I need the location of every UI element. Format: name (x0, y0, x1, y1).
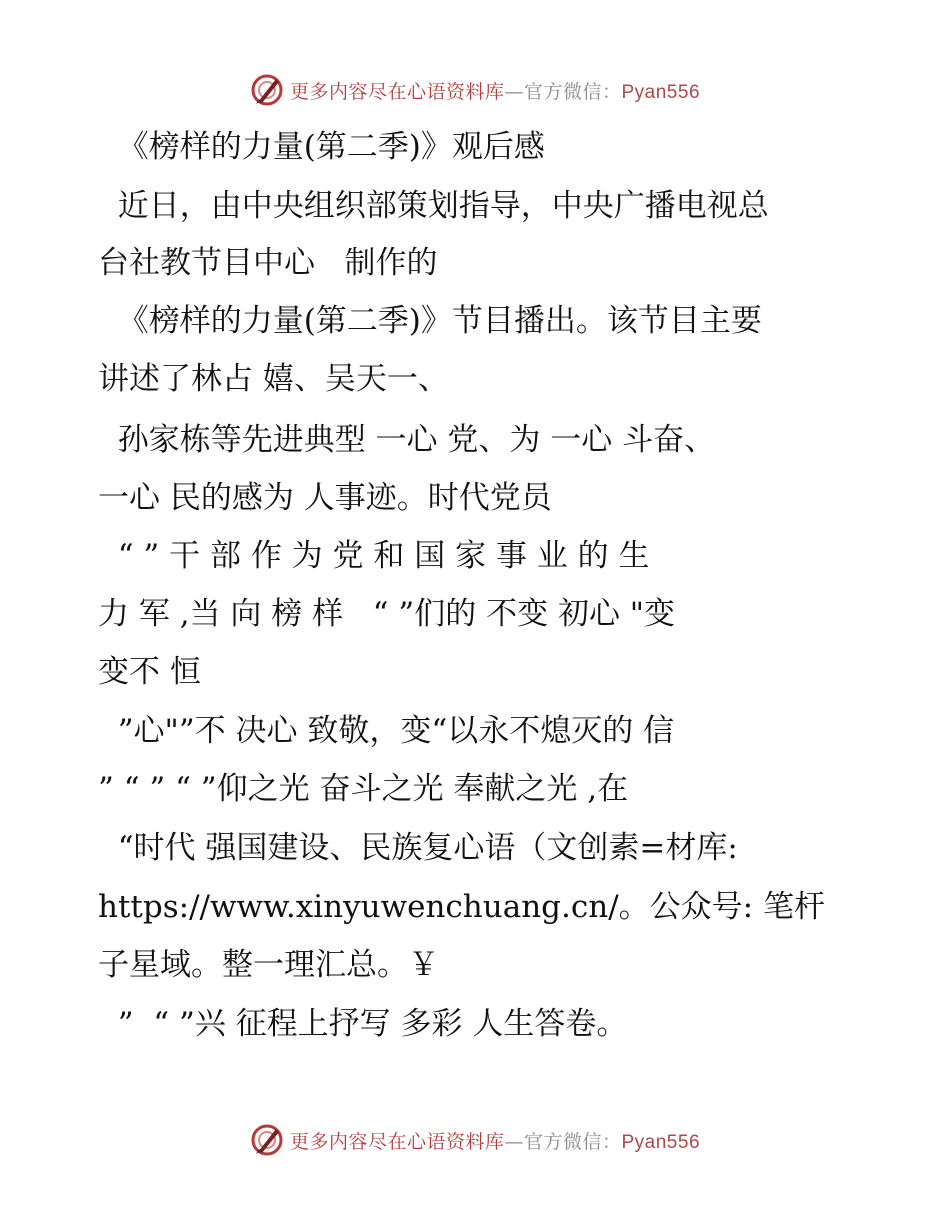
text-line: ” “ ”兴 征程上抒写 多彩 人生答卷。 (98, 1006, 628, 1042)
watermark-text (290, 1127, 700, 1154)
text-line: https://www.xinyuwenchuang.cn/。公众号: 笔杆 (98, 889, 825, 925)
text-line: 孙家栋等先进典型 一心 党、为 一心 斗奋、 (98, 422, 716, 458)
document-title: 《榜样的力量(第二季)》观后感 (98, 129, 545, 165)
watermark-wechat-label: 官方微信： (523, 80, 622, 103)
text-line: 子星域。整一理汇总。￥ (98, 947, 439, 983)
watermark-site: 更多内容尽在心语资料库 (289, 1130, 505, 1153)
watermark-separator: — (504, 80, 524, 103)
watermark-site: 更多内容尽在心语资料库 (289, 80, 505, 103)
quill-pen-icon (250, 1123, 284, 1157)
text-line: 台社教节目中心 制作的 (98, 245, 438, 281)
watermark-wechat-id: Pyan556 (621, 1131, 701, 1153)
watermark-wechat-label: 官方微信： (523, 1130, 622, 1153)
text-line: ” “ ” “ ”仰之光 奋斗之光 奉献之光 ,在 (98, 771, 629, 807)
watermark-wechat-id: Pyan556 (621, 81, 701, 103)
text-line: 力 军 ,当 向 榜 样 “ ”们的 不变 初心 "变 (98, 596, 676, 632)
watermark-separator: — (504, 1130, 524, 1153)
text-line: ”心"”不 决心 致敬，变“以永不熄灭的 信 (98, 713, 675, 749)
text-line: 近日，由中央组织部策划指导，中央广播电视总 (98, 188, 769, 224)
text-line: 变不 恒 (98, 654, 201, 690)
text-line: 《榜样的力量(第二季)》节目播出。该节目主要 (98, 303, 762, 339)
footer-watermark (0, 1120, 950, 1160)
text-line: 一心 民的感为 人事迹。时代党员 (98, 480, 552, 516)
text-line: 讲述了林占 嬉、吴天一、 (98, 361, 449, 397)
text-line: “ ” 干 部 作 为 党 和 国 家 事 业 的 生 (98, 538, 650, 574)
text-line: “时代 强国建设、民族复心语（文创素=材库: (98, 830, 738, 866)
